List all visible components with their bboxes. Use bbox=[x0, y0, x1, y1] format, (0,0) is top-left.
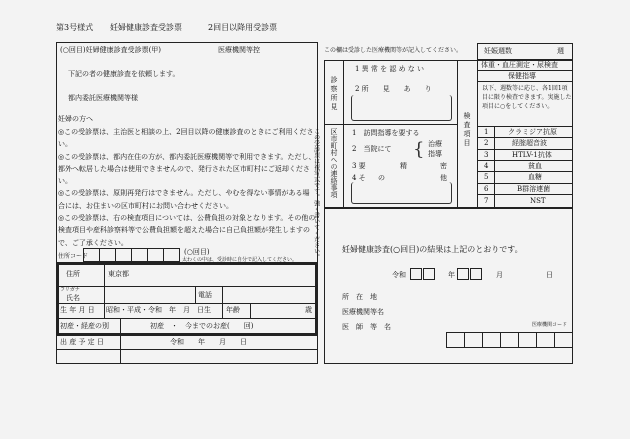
finding-2[interactable]: 2 所 見 あ り bbox=[355, 85, 432, 93]
year-box-1[interactable] bbox=[410, 268, 422, 280]
contact-brace: { bbox=[413, 139, 425, 160]
residence-code-box-5[interactable] bbox=[147, 248, 164, 262]
note-4: ◎この受診票は、右の検査項目については、公費負担の対象となります。その他の検査項目や産科診察料等で公費負担額を超えた場合に自己負担額が発生しますので、ご了承ください。 bbox=[58, 214, 316, 247]
notice-heading: 妊婦の方へ bbox=[58, 115, 93, 123]
left-form-title: (○回目)妊婦健康診査受診票(甲) bbox=[60, 46, 162, 54]
clinic-code-label: 医療機関コード bbox=[532, 322, 568, 328]
year-box-2[interactable] bbox=[423, 268, 435, 280]
residence-code-box-4[interactable] bbox=[131, 248, 148, 262]
health-guidance: 保健指導 bbox=[508, 72, 536, 80]
copy-note: この受診票は複写式です。強く書いてください。 bbox=[312, 128, 320, 260]
exam-2-no: 2 bbox=[484, 139, 489, 147]
furigana-label: フリガナ bbox=[60, 287, 80, 293]
age-label: 年齢 bbox=[226, 306, 240, 314]
finding-1[interactable]: 1 異 常 を 認 め な い bbox=[355, 65, 425, 73]
year-label: 年 bbox=[448, 271, 455, 279]
address-value[interactable]: 東京都 bbox=[108, 270, 129, 278]
exam-7-name[interactable]: NST bbox=[530, 197, 546, 205]
location-label: 所 在 地 bbox=[342, 293, 377, 301]
birth-label: 生 年 月 日 bbox=[60, 306, 95, 314]
birth-value[interactable]: 昭和・平成・令和 年 月 日生 bbox=[106, 306, 211, 314]
residence-code-box-6[interactable] bbox=[163, 248, 180, 262]
findings-bracket[interactable] bbox=[351, 95, 452, 121]
exam-4-name[interactable]: 貧血 bbox=[528, 162, 542, 170]
address-label: 住所 bbox=[66, 270, 80, 278]
day-label: 日 bbox=[546, 271, 553, 279]
residence-code-box-3[interactable] bbox=[115, 248, 132, 262]
exam-2-name[interactable]: 経腟超音波 bbox=[512, 139, 547, 147]
contact-bracket[interactable] bbox=[351, 182, 452, 204]
exam-1-name[interactable]: クラミジア抗原 bbox=[508, 128, 557, 136]
exam-header: 体重・血圧測定・尿検査 bbox=[481, 61, 558, 69]
request-text: 下記の者の健康診査を依頼します。 bbox=[68, 70, 180, 78]
clinic-name-label: 医療機関等名 bbox=[342, 308, 384, 316]
age-unit: 歳 bbox=[305, 306, 312, 314]
contact-item-3-mid: 精 bbox=[400, 162, 407, 170]
notice-notes bbox=[58, 126, 316, 249]
exam-5-no: 5 bbox=[484, 173, 489, 181]
visit-count-label: (○回目) bbox=[184, 248, 210, 256]
form-subtitle: 2回目以降用受診票 bbox=[208, 23, 278, 32]
findings-label: 診察所見 bbox=[330, 76, 338, 112]
residence-code-box-2[interactable] bbox=[99, 248, 116, 262]
exam-7-no: 7 bbox=[484, 197, 489, 205]
exam-1-no: 1 bbox=[484, 128, 489, 136]
contact-item-3[interactable]: 3 要 bbox=[352, 162, 366, 170]
residence-code-box-1[interactable] bbox=[83, 248, 100, 262]
phone-label: 電話 bbox=[198, 291, 212, 299]
note-2: ◎この受診票は、都内在住の方が、都内委託医療機関等で利用できます。ただし、都外へ転居した場合は使用できませんので、発行された区市町村にご返却ください。 bbox=[58, 152, 316, 186]
clinic-copy-label: 医療機関等控 bbox=[218, 46, 260, 54]
contact-item-4[interactable]: 4 そ bbox=[352, 174, 366, 182]
exam-6-no: 6 bbox=[484, 185, 489, 193]
contact-item-2-treatment[interactable]: 治療 bbox=[428, 140, 442, 148]
due-date-label: 出 産 予 定 日 bbox=[60, 338, 104, 346]
exam-label: 検査項目 bbox=[463, 112, 471, 148]
form-title: 妊婦健康診査受診票 bbox=[110, 23, 182, 32]
requester: 都内委託医療機関等様 bbox=[68, 94, 138, 102]
exam-5-name[interactable]: 血糖 bbox=[528, 173, 542, 181]
contact-item-4-end: 他 bbox=[440, 174, 447, 182]
residence-code-label: 住所コード bbox=[58, 253, 89, 260]
note-1: ◎この受診票は、主治医と相談の上、2回目以降の健康診査のときにご利用ください。 bbox=[58, 128, 314, 149]
exam-4-no: 4 bbox=[484, 162, 489, 170]
due-date-value[interactable]: 令和 年 月 日 bbox=[170, 338, 247, 346]
doctor-label: 医 師 等 名 bbox=[342, 323, 391, 331]
exam-3-no: 3 bbox=[484, 151, 489, 159]
month-box-2[interactable] bbox=[470, 268, 482, 280]
result-text: 妊婦健康診査(○回目)の結果は上記のとおりです。 bbox=[342, 245, 523, 254]
parity-value[interactable]: 初産 ・ 今までのお産( 回) bbox=[150, 322, 254, 330]
exam-6-name[interactable]: B群溶連菌 bbox=[517, 185, 551, 193]
form-number: 第3号様式 bbox=[56, 23, 94, 32]
contact-item-2-guidance[interactable]: 指導 bbox=[428, 150, 442, 158]
right-top-note: この欄は受診した医療機関等が記入してください。 bbox=[324, 47, 463, 54]
contact-item-4-mid: の bbox=[378, 174, 385, 182]
month-box-1[interactable] bbox=[457, 268, 469, 280]
contact-item-2[interactable]: 2 当院にて bbox=[352, 145, 392, 153]
month-label: 月 bbox=[496, 271, 503, 279]
exam-3-name[interactable]: HTLV-1抗体 bbox=[512, 151, 552, 159]
parity-label: 初産・経産の別 bbox=[60, 322, 109, 330]
contact-item-1[interactable]: 1 訪問指導を要する bbox=[352, 129, 420, 137]
contact-label: 区市町村への連絡事項 bbox=[330, 128, 338, 198]
era-label: 令和 bbox=[392, 271, 406, 279]
note-3: ◎この受診票は、原則再発行はできません。ただし、やむを得ない事情がある場合には、お住まいの区市町村にお問い合わせください。 bbox=[58, 189, 310, 210]
exam-note: 以下、週数等に応じ、各1回1項目に限り検査できます。実施した項目に○をしてください。 bbox=[482, 85, 572, 110]
contact-item-3-end: 密 bbox=[440, 162, 447, 170]
weeks-unit: 週 bbox=[557, 47, 564, 55]
self-fill-note: 太わくの中は、受診時に自分で記入してください。 bbox=[182, 257, 298, 263]
name-label: 氏名 bbox=[66, 294, 80, 302]
weeks-label: 妊娠週数 bbox=[484, 47, 512, 55]
